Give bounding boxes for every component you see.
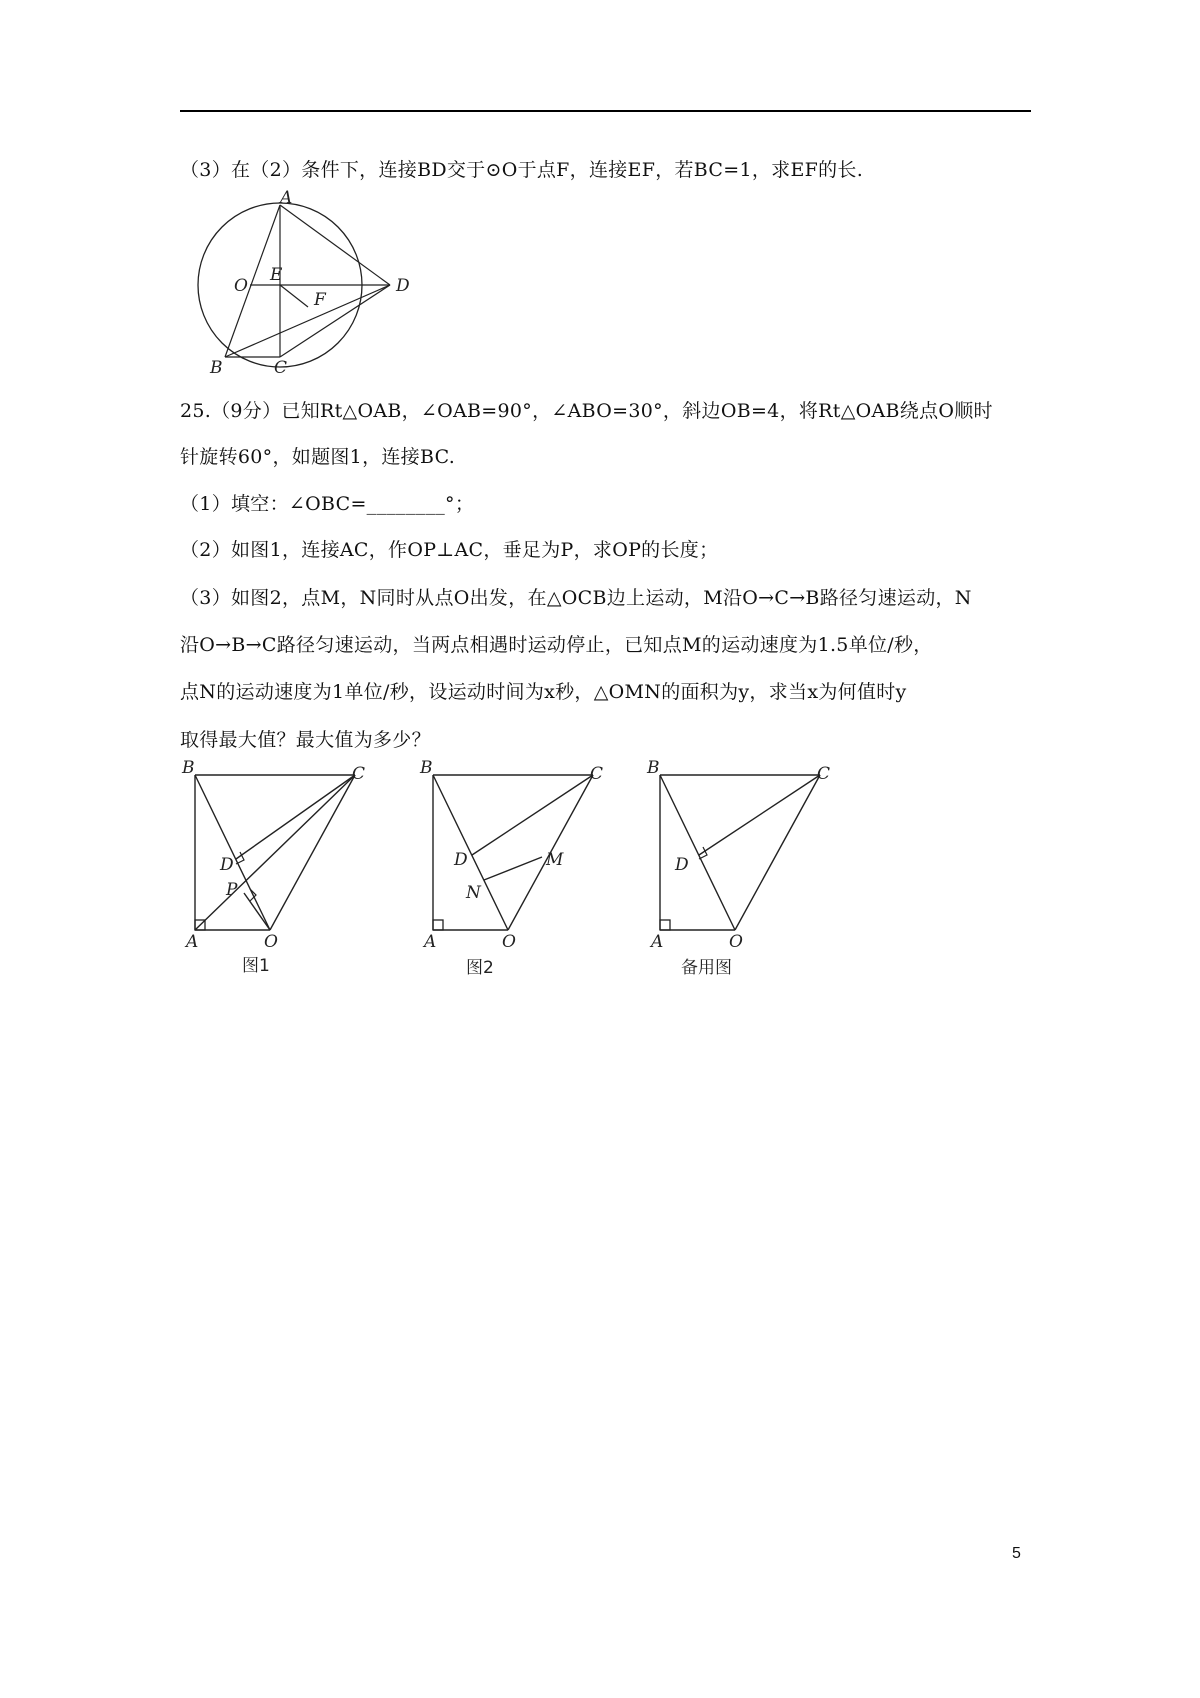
circle-figure-svg [170, 188, 430, 378]
figure-1 [180, 758, 370, 985]
label-E: E [270, 265, 283, 285]
problem-24-part-3: （3）在（2）条件下，连接BD交于⊙O于点F，连接EF，若BC=1，求EF的长. [180, 159, 864, 181]
fig1-label-O: O [264, 932, 278, 952]
fig2-label-C: C [590, 764, 604, 784]
problem-25-line-1: 25.（9分）已知Rt△OAB，∠OAB=90°，∠ABO=30°，斜边OB=4，将Rt△OAB绕点O顺时 [180, 400, 993, 422]
problem-25-part-3-line-1: （3）如图2，点M，N同时从点O出发，在△OCB边上运动，M沿O→C→B路径匀速运动，N [180, 587, 972, 609]
fig2-label-B: B [420, 758, 433, 778]
fig1-label-C: C [352, 764, 366, 784]
label-F: F [314, 290, 326, 310]
fig2-caption: 图2 [466, 958, 494, 978]
fig2-label-A: A [424, 932, 437, 952]
problem-25-part-2: （2）如图1，连接AC，作OP⊥AC，垂足为P，求OP的长度； [180, 539, 719, 561]
fig3-label-O: O [729, 932, 743, 952]
figure-2 [418, 758, 608, 985]
label-A: A [280, 188, 293, 208]
figure-2-svg [418, 758, 608, 985]
label-C: C [274, 358, 288, 378]
fig1-caption: 图1 [242, 956, 270, 976]
label-O: O [234, 276, 248, 296]
fig3-caption: 备用图 [681, 958, 732, 978]
fig2-label-D: D [454, 850, 468, 870]
problem-25-part-3-line-3: 点N的运动速度为1单位/秒，设运动时间为x秒，△OMN的面积为y，求当x为何值时y [180, 681, 907, 703]
figure-3 [645, 758, 835, 985]
problem-25-part-3-line-4: 取得最大值？最大值为多少？ [180, 729, 431, 751]
label-D: D [396, 276, 410, 296]
problem-25-part-3-line-2: 沿O→B→C路径匀速运动，当两点相遇时运动停止，已知点M的运动速度为1.5单位/秒， [180, 634, 933, 656]
fig2-label-O: O [502, 932, 516, 952]
figure-3-svg [645, 758, 835, 985]
fig2-label-M: M [546, 850, 564, 870]
header-rule [180, 110, 1031, 112]
fig3-label-A: A [651, 932, 664, 952]
fig2-label-N: N [466, 883, 481, 903]
fig3-label-C: C [817, 764, 831, 784]
fig1-label-A: A [186, 932, 199, 952]
problem-25-part-1: （1）填空：∠OBC=________°； [180, 493, 475, 515]
fig1-label-P: P [226, 880, 238, 900]
fig1-label-D: D [220, 855, 234, 875]
fig1-label-B: B [182, 758, 195, 778]
circle-figure [170, 188, 430, 378]
label-B: B [210, 358, 223, 378]
fig3-label-B: B [647, 758, 660, 778]
problem-25-line-2: 针旋转60°，如题图1，连接BC. [180, 446, 456, 468]
figure-1-svg [180, 758, 370, 985]
page-number: 5 [1012, 1545, 1021, 1562]
fig3-label-D: D [675, 855, 689, 875]
